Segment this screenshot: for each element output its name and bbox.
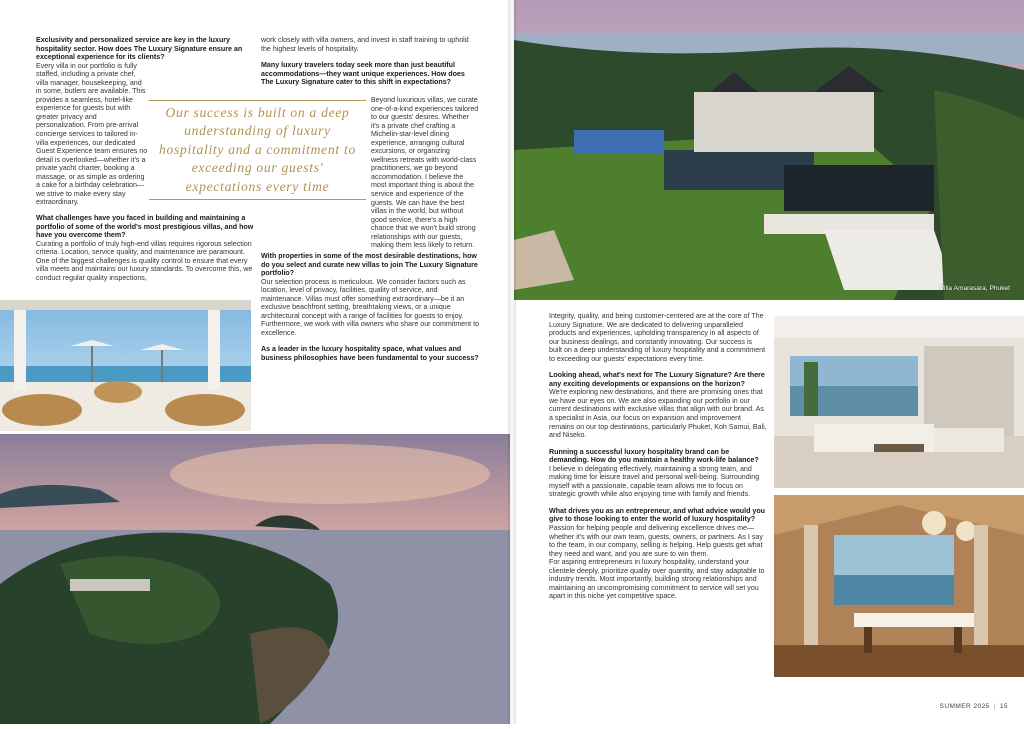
answer-experiences-part: Beyond luxurious villas, we curate one-of-a-kind experiences tailored to our guests' desires. Whether it's a private chef crafting a Michelin-star-level dining experience, arranging cultural excursions, or organizing wellness retreats with world-class practitioners, we go beyond accommodation. I believe the most important thing is about the service and experience of the guests. We can have the best villas in the world, but without good service, there's a high chance that we won't build strong relationships with our guests, making them less likely to return. bbox=[371, 96, 479, 250]
issue-label: SUMMER 2025 bbox=[939, 703, 990, 710]
right-column bbox=[549, 312, 767, 601]
question-drives: What drives you as an entrepreneur, and what advice would you give to those looking to enter the world of luxury hospitality? bbox=[549, 506, 766, 524]
answer-continued: work closely with villa owners, and invest in staff training to uphold the highest levels of hospitality. bbox=[261, 36, 469, 53]
photo-caption: Villa Amarasara, Phuket bbox=[939, 285, 1010, 292]
villa-aerial-illustration bbox=[514, 0, 1024, 300]
sunset-island-photo bbox=[0, 434, 510, 724]
answer-selection: Our selection process is meticulous. We consider factors such as location, level of privacy, facilities, quality of service, and maintenance. Villas must offer something extraordinary—be it an exclusive beachfront setting, breathtaking views, or a unique architectural concept with a range of facilities for guests to enjoy. Furthermore, we work with villa owners who share our commitment to excellence. bbox=[261, 277, 480, 337]
pull-quote bbox=[149, 100, 366, 200]
left-column-2-narrow bbox=[371, 96, 479, 250]
left-column-2 bbox=[261, 36, 479, 87]
villa-aerial-photo bbox=[514, 0, 1024, 300]
sunset-island-illustration bbox=[0, 434, 510, 724]
pull-quote-text: Our success is built on a deep understanding of luxury hospitality and a commitment to exceeding our guests' expectations every time bbox=[159, 104, 356, 194]
question-challenges: What challenges have you faced in building and maintaining a portfolio of some of the world's most prestigious villas, and how have you overcome them? bbox=[36, 214, 254, 240]
answer-values: Integrity, quality, and being customer-centered are at the core of The Luxury Signature. We are dedicated to delivering unparalleled products and experiences, upholding transparency in all aspects of our business dealings, and constantly innovating. Our success is built on a deep understanding of luxury hospitality and a commitment to exceeding our guests' expectations every time. bbox=[549, 312, 766, 363]
answer-next: We're exploring new destinations, and there are promising ones that we have our eyes on. We are also expanding our portfolio in our current destinations with exclusive villas that align with our brand. As a specialist in Asia, our focus on expansion and improvement remains on our top destinations, particularly Phuket, Koh Samui, Bali, and Niseko. bbox=[549, 388, 767, 440]
dining-hall-photo bbox=[774, 495, 1024, 677]
question-exclusivity: Exclusivity and personalized service are key in the luxury hospitality sector. How does The Luxury Signature ensure an exceptional experience for its clients? bbox=[36, 36, 243, 62]
answer-challenges: Curating a portfolio of truly high-end villas requires rigorous selection criteria. Location, service quality, and maintenance are paramount. One of the biggest challenges is quality control to ensure that every villa meets and maintains our luxury standards. To overcome this, we conduct regular quality inspections, bbox=[36, 239, 253, 282]
question-experiences: Many luxury travelers today seek more than just beautiful accommodations—they want unique experiences. How does The Luxury Signature cater to this shift in expectations? bbox=[261, 61, 465, 87]
answer-drives-2: For aspiring entrepreneurs in luxury hospitality, understand your clientele deeply, prioritize quality over quantity, and stay adaptable to industry trends. Most importantly, building strong relationships and maintaining an uncompromising commitment to service will set you apart in this niche yet competitive space. bbox=[549, 558, 765, 601]
dining-hall-illustration bbox=[774, 495, 1024, 677]
answer-balance: I believe in delegating effectively, maintaining a strong team, and making time for leisure travel and personal well-being. Surrounding myself with a passionate, capable team allows me to focus on strategic growth while also enjoying time with family and friends. bbox=[549, 464, 760, 499]
left-page bbox=[0, 0, 510, 724]
page-footer bbox=[940, 703, 1008, 710]
question-values: As a leader in the luxury hospitality space, what values and business philosophies have been fundamental to your success? bbox=[261, 345, 479, 363]
question-balance: Running a successful luxury hospitality brand can be demanding. How do you maintain a healthy work-life balance? bbox=[549, 447, 759, 465]
left-column-2-lower bbox=[261, 222, 479, 363]
page-gutter bbox=[508, 0, 516, 724]
living-room-illustration bbox=[774, 316, 1024, 488]
right-page bbox=[514, 0, 1024, 724]
page-number: 15 bbox=[999, 703, 1008, 710]
terrace-lounge-illustration bbox=[0, 300, 251, 431]
footer-separator: | bbox=[993, 703, 996, 710]
answer-drives-1: Passion for helping people and delivering excellence drives me—whether it's with our own team, guests, owners, or partners. As I say to the team, in our company, selling is helping. Help guests get what they need and want, and you are sure to win them. bbox=[549, 524, 763, 558]
living-room-photo bbox=[774, 316, 1024, 488]
answer-exclusivity: Every villa in our portfolio is fully staffed, including a private chef, villa manager, housekeeping, and in some, butlers are available. This provides a seamless, hotel-like experience for guests but with greater privacy and personalization. From pre-arrival concierge services to tailored in-villa experiences, our dedicated Guest Experience team ensures no detail is overlooked—whether it's a private yacht charter, booking a massage, or as simple as ordering a cake for a birthday celebration—we strive to make every stay extraordinary. bbox=[36, 61, 148, 207]
terrace-lounge-photo bbox=[0, 300, 251, 431]
left-column-1-lower bbox=[36, 214, 254, 282]
question-selection: With properties in some of the most desirable destinations, how do you select and curate new villas to join The Luxury Signature portfolio? bbox=[261, 252, 478, 278]
question-next: Looking ahead, what's next for The Luxury Signature? Are there any exciting developments or expansions on the horizon? bbox=[549, 371, 765, 388]
